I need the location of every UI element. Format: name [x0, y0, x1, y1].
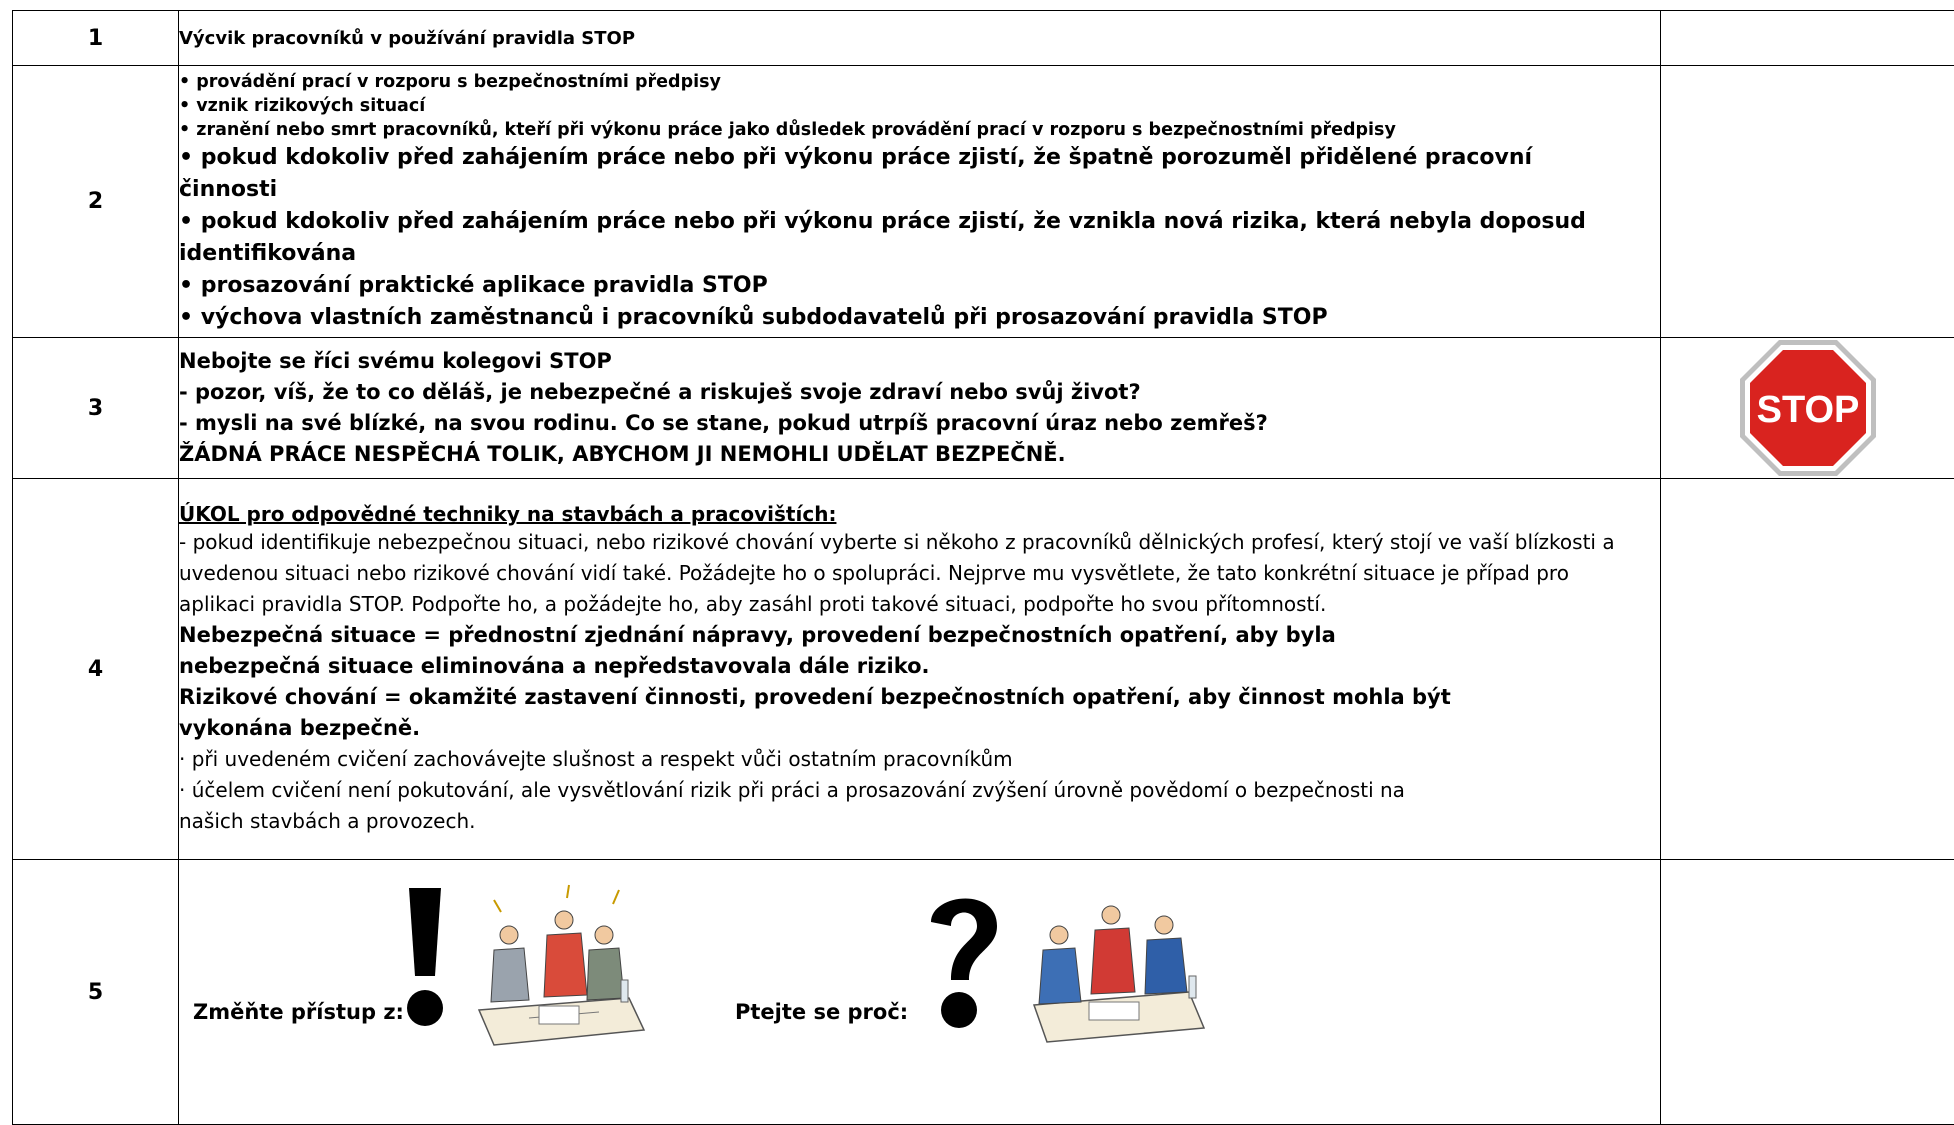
- bullet-item: • prosazování praktické aplikace pravidla STOP: [179, 270, 1660, 302]
- row-number: 3: [13, 338, 179, 479]
- table-row: [13, 479, 1954, 860]
- risky-behavior-rule: Rizikové chování = okamžité zastavení činnosti, provedení bezpečnostních opatření, aby činnost mohla být vykonána bezpečně.: [179, 682, 1660, 744]
- ask-why-label: Ptejte se proč:: [735, 1000, 908, 1024]
- table-row: [13, 338, 1954, 479]
- note-item: · při uvedeném cvičení zachovávejte slušnost a respekt vůči ostatním pracovníkům: [179, 744, 1660, 775]
- image-cell: [1661, 66, 1954, 338]
- task-paragraph: - pokud identifikuje nebezpečnou situaci, nebo rizikové chování vyberte si někoho z pracovníků dělnických profesí, který stojí ve vaší blízkosti a uvedenou situaci nebo rizikové chování vidí také. Požádejte ho o spolupráci. Nejprve mu vysvětlete, že tato konkrétní situace je případ pro aplikaci pravidla STOP. Podpořte ho, a požádejte ho, aby zasáhl proti takové situaci, podpořte ho svou přítomností.: [179, 527, 1660, 620]
- bullet-item: • vznik rizikových situací: [179, 94, 1660, 118]
- row-number: 2: [13, 66, 179, 338]
- image-cell: [1661, 338, 1954, 479]
- row-number: 4: [13, 479, 179, 860]
- exclamation-mark-icon: [399, 888, 451, 1028]
- image-cell: [1661, 479, 1954, 860]
- row-title: Výcvik pracovníků v používání pravidla STOP: [179, 28, 635, 49]
- table-row: [13, 860, 1954, 1125]
- row-number: 1: [13, 11, 179, 66]
- text-line: - pozor, víš, že to co děláš, je nebezpečné a riskuješ svoje zdraví nebo svůj život?: [179, 377, 1660, 408]
- heading-line: Nebojte se říci svému kolegovi STOP: [179, 346, 1660, 377]
- bullet-item: • výchova vlastních zaměstnanců i pracovníků subdodavatelů při prosazování pravidla STOP: [179, 302, 1660, 334]
- task-title: ÚKOL pro odpovědné techniky na stavbách a pracovištích:: [179, 501, 1660, 527]
- bullet-item: • provádění prací v rozporu s bezpečnostními předpisy: [179, 70, 1660, 94]
- text-line: - mysli na své blízké, na svou rodinu. Co se stane, pokud utrpíš pracovní úraz nebo zemřeš?: [179, 408, 1660, 439]
- row-number: 5: [13, 860, 179, 1125]
- question-mark-icon: [919, 884, 1009, 1034]
- change-approach-label: Změňte přístup z:: [193, 1000, 404, 1024]
- dangerous-situation-rule: Nebezpečná situace = přednostní zjednání nápravy, provedení bezpečnostních opatření, aby byla nebezpečná situace eliminována a nepředstavovala dále riziko.: [179, 620, 1660, 682]
- stop-rule-table: [12, 10, 1954, 1125]
- stop-sign-icon: [1738, 338, 1878, 478]
- bullet-item: • pokud kdokoliv před zahájením práce nebo při výkonu práce zjistí, že vznikla nová rizika, která nebyla doposud identifikována: [179, 206, 1660, 270]
- arguing-workers-illustration: [469, 880, 649, 1050]
- image-cell: [1661, 860, 1954, 1125]
- cooperating-workers-illustration: [1019, 880, 1209, 1050]
- note-item: · účelem cvičení není pokutování, ale vysvětlování rizik při práci a prosazování zvýšení úrovně povědomí o bezpečnosti na našich stavbách a provozech.: [179, 775, 1660, 837]
- image-cell: [1661, 11, 1954, 66]
- table-row: [13, 11, 1954, 66]
- bullet-item: • zranění nebo smrt pracovníků, kteří při výkonu práce jako důsledek provádění prací v rozporu s bezpečnostními předpisy: [179, 118, 1660, 142]
- bullet-item: • pokud kdokoliv před zahájením práce nebo při výkonu práce zjistí, že špatně porozuměl přidělené pracovní činnosti: [179, 142, 1660, 206]
- slogan-line: ŽÁDNÁ PRÁCE NESPĚCHÁ TOLIK, ABYCHOM JI NEMOHLI UDĚLAT BEZPEČNĚ.: [179, 439, 1660, 470]
- stop-sign-text: STOP: [1756, 389, 1859, 431]
- table-row: [13, 66, 1954, 338]
